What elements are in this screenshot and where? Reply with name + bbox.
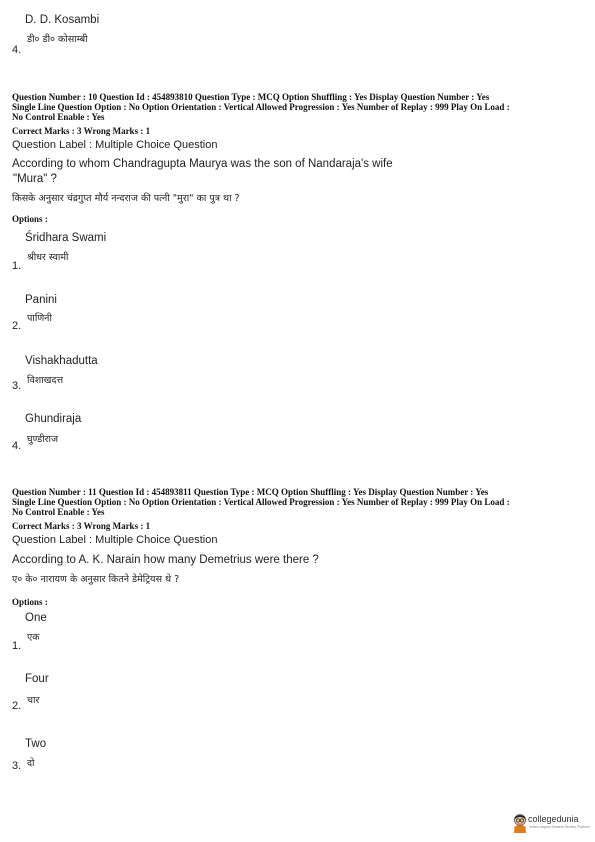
q10-option-1-en: Śridhara Swami: [25, 232, 107, 244]
collegedunia-logo: [512, 812, 588, 834]
q11-question-label: Question Label : Multiple Choice Question: [12, 534, 218, 546]
q10-meta-line-2: Single Line Question Option : No Option Orientation : Vertical Allowed Progression : Yes Number of Replay : 999 Play On Load :: [12, 102, 510, 112]
q10-option-2-en: Panini: [25, 294, 57, 306]
q10-option-4-hi: घुण्डीराज: [27, 434, 59, 445]
q10-option-2-hi: पाणिनी: [27, 313, 52, 324]
q11-option-1-number: 1.: [12, 640, 22, 652]
q11-option-2-number: 2.: [12, 700, 22, 712]
q11-option-1-en: One: [25, 612, 47, 624]
logo-wordmark: collegedunia: [528, 814, 579, 824]
q10-meta-line-3: No Control Enable : Yes: [12, 112, 105, 122]
q10-question-text-hi: किसके अनुसार चंद्रगुप्त मौर्य नन्दराज की पत्नी "मुरा" का पुत्र था ?: [12, 193, 240, 204]
q10-option-3-hi: विशाखदत्त: [27, 375, 64, 386]
q11-meta-line-2: Single Line Question Option : No Option Orientation : Vertical Allowed Progression : Yes Number of Replay : 999 Play On Load :: [12, 497, 510, 507]
q10-meta-line-1: Question Number : 10 Question Id : 454893810 Question Type : MCQ Option Shuffling : Yes Display Question Number : Yes: [12, 92, 490, 102]
q10-question-text-en-line-2: "Mura" ?: [13, 173, 57, 185]
q10-option-1-number: 1.: [12, 260, 22, 272]
q11-question-text-en: According to A. K. Narain how many Demetrius were there ?: [12, 554, 319, 566]
prev-option-4-number: 4.: [12, 44, 22, 56]
q10-question-text-en-line-1: According to whom Chandragupta Maurya was the son of Nandaraja's wife: [12, 158, 393, 170]
q10-option-2-number: 2.: [12, 320, 22, 332]
q11-option-1-hi: एक: [27, 632, 40, 643]
q10-marks: Correct Marks : 3 Wrong Marks : 1: [12, 126, 151, 136]
q10-option-4-en: Ghundiraja: [25, 413, 82, 425]
q11-option-2-en: Four: [25, 673, 49, 685]
q11-meta-line-1: Question Number : 11 Question Id : 454893811 Question Type : MCQ Option Shuffling : Yes Display Question Number : Yes: [12, 487, 489, 497]
q11-option-2-hi: चार: [27, 695, 40, 706]
prev-option-4-en: D. D. Kosambi: [25, 14, 100, 26]
q10-option-3-number: 3.: [12, 380, 22, 392]
q10-option-3-en: Vishakhadutta: [25, 355, 98, 367]
q11-meta-line-3: No Control Enable : Yes: [12, 507, 105, 517]
q11-option-3-number: 3.: [12, 760, 22, 772]
mascot-icon: [512, 813, 528, 833]
prev-option-4-hi: डी० डी० कोसाम्बी: [27, 34, 88, 45]
q10-option-1-hi: श्रीधर स्वामी: [27, 252, 69, 263]
q11-question-text-hi: ए० के० नारायण के अनुसार कितने डेमेट्रियस थे ?: [12, 574, 180, 585]
logo-tagline: India's largest Student Review Platform: [529, 825, 590, 829]
q11-options-heading: Options :: [12, 597, 48, 607]
q11-option-3-en: Two: [25, 738, 47, 750]
q11-marks: Correct Marks : 3 Wrong Marks : 1: [12, 521, 151, 531]
q10-question-label: Question Label : Multiple Choice Question: [12, 139, 218, 151]
q11-option-3-hi: दो: [27, 758, 35, 769]
q10-options-heading: Options :: [12, 214, 48, 224]
q10-option-4-number: 4.: [12, 440, 22, 452]
